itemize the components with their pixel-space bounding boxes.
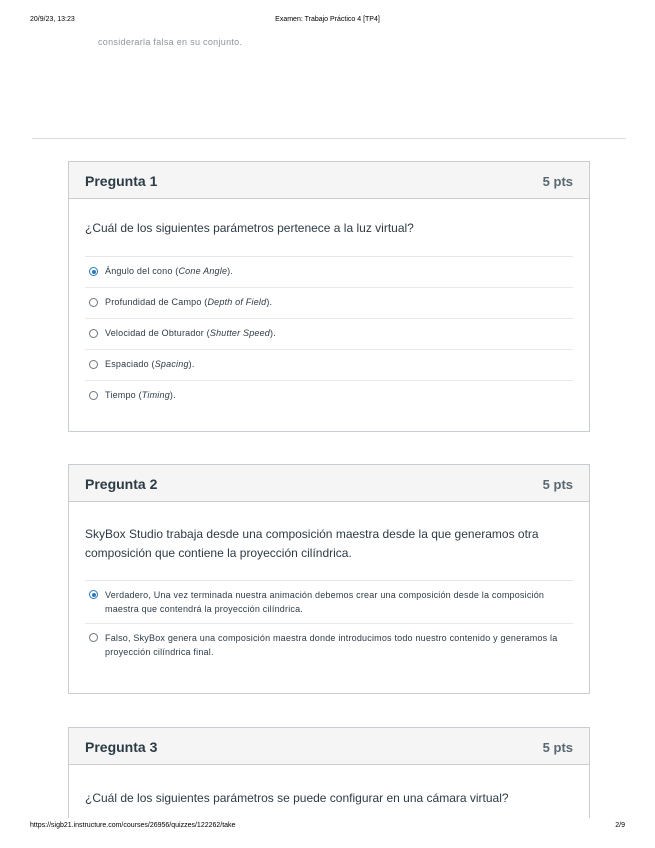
answer-option-spacing[interactable]: [85, 350, 573, 381]
answer-option-false[interactable]: [85, 624, 573, 666]
question-title: Pregunta 2: [85, 476, 158, 492]
radio-selected-icon[interactable]: [89, 590, 98, 599]
question-title: Pregunta 3: [85, 739, 158, 755]
answer-label: Verdadero, Una vez terminada nuestra animación debemos crear una composición desde la composición maestra que contendrá la proyección cilíndrica.: [105, 590, 545, 614]
question-points: 5 pts: [542, 174, 573, 189]
answer-label: Velocidad de Obturador (Shutter Speed).: [105, 328, 276, 338]
radio-icon[interactable]: [89, 633, 98, 642]
radio-icon[interactable]: [89, 298, 98, 307]
answer-option-depth-of-field[interactable]: [85, 288, 573, 319]
answer-label: Tiempo (Timing).: [105, 390, 176, 400]
question-points: 5 pts: [542, 740, 573, 755]
print-page-number: 2/9: [615, 822, 625, 829]
question-text: ¿Cuál de los siguientes parámetros pertenece a la luz virtual?: [85, 221, 414, 235]
question-points: 5 pts: [542, 477, 573, 492]
question-header: [69, 728, 589, 765]
answer-label: Falso, SkyBox genera una composición maestra donde introducimos todo nuestro contenido y generamos la proyección cilíndrica final.: [105, 633, 558, 657]
answer-option-cone-angle[interactable]: [85, 257, 573, 288]
answer-option-timing[interactable]: [85, 381, 573, 411]
previous-answer-text: considerarla falsa en su conjunto.: [98, 37, 243, 47]
radio-icon[interactable]: [89, 329, 98, 338]
answer-list: [85, 580, 573, 666]
question-header: [69, 162, 589, 199]
print-footer: [30, 822, 625, 834]
print-url: https://sigb21.instructure.com/courses/26956/quizzes/122262/take: [30, 822, 236, 829]
answer-list: [85, 256, 573, 411]
section-divider: [32, 138, 626, 139]
question-text: SkyBox Studio trabaja desde una composición maestra desde la que generamos otra composición que contiene la proyección cilíndrica.: [85, 527, 539, 560]
answer-label: Ángulo del cono (Cone Angle).: [105, 266, 234, 276]
question-text: ¿Cuál de los siguientes parámetros se puede configurar en una cámara virtual?: [85, 791, 509, 805]
question-header: [69, 465, 589, 502]
print-datetime: 20/9/23, 13:23: [30, 16, 75, 23]
question-3: [68, 727, 590, 818]
radio-icon[interactable]: [89, 360, 98, 369]
question-2: [68, 464, 590, 694]
question-title: Pregunta 1: [85, 173, 158, 189]
radio-selected-icon[interactable]: [89, 267, 98, 276]
answer-option-true[interactable]: [85, 581, 573, 624]
question-1: [68, 161, 590, 432]
print-page-title: Examen: Trabajo Práctico 4 [TP4]: [275, 16, 380, 23]
answer-label: Espaciado (Spacing).: [105, 359, 195, 369]
answer-option-shutter-speed[interactable]: [85, 319, 573, 350]
radio-icon[interactable]: [89, 391, 98, 400]
print-header: [30, 16, 625, 28]
answer-label: Profundidad de Campo (Depth of Field).: [105, 297, 273, 307]
